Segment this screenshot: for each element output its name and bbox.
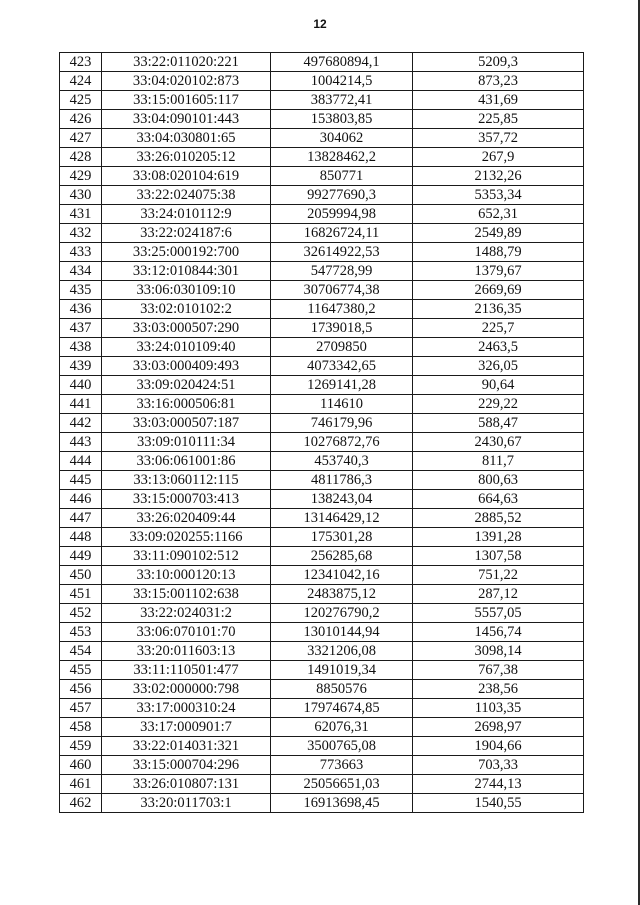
cadastral-number-cell: 33:26:010807:131 <box>102 775 271 794</box>
row-number-cell: 462 <box>60 794 102 813</box>
row-number-cell: 445 <box>60 471 102 490</box>
amount-cell: 229,22 <box>413 395 584 414</box>
table-row <box>60 224 584 243</box>
table-row <box>60 433 584 452</box>
table-row <box>60 167 584 186</box>
table-row <box>60 547 584 566</box>
cadastral-value-cell: 153803,85 <box>271 110 413 129</box>
cadastral-number-cell: 33:09:020424:51 <box>102 376 271 395</box>
row-number-cell: 449 <box>60 547 102 566</box>
row-number-cell: 430 <box>60 186 102 205</box>
row-number-cell: 433 <box>60 243 102 262</box>
cadastral-value-cell: 17974674,85 <box>271 699 413 718</box>
cadastral-value-cell: 850771 <box>271 167 413 186</box>
table-row <box>60 471 584 490</box>
cadastral-number-cell: 33:22:024075:38 <box>102 186 271 205</box>
cadastral-number-cell: 33:02:000000:798 <box>102 680 271 699</box>
amount-cell: 2430,67 <box>413 433 584 452</box>
row-number-cell: 428 <box>60 148 102 167</box>
cadastral-number-cell: 33:22:024031:2 <box>102 604 271 623</box>
cadastral-value-cell: 547728,99 <box>271 262 413 281</box>
amount-cell: 238,56 <box>413 680 584 699</box>
table-row <box>60 623 584 642</box>
row-number-cell: 457 <box>60 699 102 718</box>
amount-cell: 800,63 <box>413 471 584 490</box>
amount-cell: 1103,35 <box>413 699 584 718</box>
amount-cell: 2132,26 <box>413 167 584 186</box>
cadastral-value-cell: 62076,31 <box>271 718 413 737</box>
amount-cell: 1456,74 <box>413 623 584 642</box>
cadastral-value-cell: 32614922,53 <box>271 243 413 262</box>
row-number-cell: 439 <box>60 357 102 376</box>
table-row <box>60 129 584 148</box>
amount-cell: 2744,13 <box>413 775 584 794</box>
table-row <box>60 490 584 509</box>
table-row <box>60 91 584 110</box>
cadastral-number-cell: 33:15:000703:413 <box>102 490 271 509</box>
amount-cell: 267,9 <box>413 148 584 167</box>
cadastral-value-cell: 30706774,38 <box>271 281 413 300</box>
cadastral-number-cell: 33:10:000120:13 <box>102 566 271 585</box>
cadastral-value-cell: 13828462,2 <box>271 148 413 167</box>
amount-cell: 873,23 <box>413 72 584 91</box>
cadastral-number-cell: 33:11:090102:512 <box>102 547 271 566</box>
amount-cell: 1540,55 <box>413 794 584 813</box>
table-row <box>60 110 584 129</box>
table-row <box>60 243 584 262</box>
row-number-cell: 453 <box>60 623 102 642</box>
cadastral-value-cell: 2059994,98 <box>271 205 413 224</box>
table-row <box>60 281 584 300</box>
cadastral-value-cell: 304062 <box>271 129 413 148</box>
table-row <box>60 300 584 319</box>
cadastral-number-cell: 33:04:020102:873 <box>102 72 271 91</box>
table-row <box>60 395 584 414</box>
cadastral-number-cell: 33:25:000192:700 <box>102 243 271 262</box>
cadastral-value-cell: 99277690,3 <box>271 186 413 205</box>
cadastral-value-cell: 4073342,65 <box>271 357 413 376</box>
row-number-cell: 423 <box>60 53 102 72</box>
cadastral-value-cell: 1004214,5 <box>271 72 413 91</box>
amount-cell: 664,63 <box>413 490 584 509</box>
amount-cell: 811,7 <box>413 452 584 471</box>
table-row <box>60 699 584 718</box>
row-number-cell: 459 <box>60 737 102 756</box>
row-number-cell: 461 <box>60 775 102 794</box>
row-number-cell: 432 <box>60 224 102 243</box>
table-row <box>60 585 584 604</box>
row-number-cell: 455 <box>60 661 102 680</box>
cadastral-value-cell: 2483875,12 <box>271 585 413 604</box>
row-number-cell: 448 <box>60 528 102 547</box>
cadastral-value-cell: 175301,28 <box>271 528 413 547</box>
amount-cell: 5209,3 <box>413 53 584 72</box>
cadastral-number-cell: 33:12:010844:301 <box>102 262 271 281</box>
cadastral-value-cell: 497680894,1 <box>271 53 413 72</box>
amount-cell: 2136,35 <box>413 300 584 319</box>
row-number-cell: 460 <box>60 756 102 775</box>
cadastral-number-cell: 33:03:000507:290 <box>102 319 271 338</box>
row-number-cell: 444 <box>60 452 102 471</box>
row-number-cell: 427 <box>60 129 102 148</box>
table-row <box>60 794 584 813</box>
cadastral-number-cell: 33:24:010112:9 <box>102 205 271 224</box>
cadastral-value-cell: 10276872,76 <box>271 433 413 452</box>
table-row <box>60 718 584 737</box>
cadastral-value-cell: 16826724,11 <box>271 224 413 243</box>
amount-cell: 588,47 <box>413 414 584 433</box>
cadastral-value-cell: 1491019,34 <box>271 661 413 680</box>
table-row <box>60 72 584 91</box>
amount-cell: 703,33 <box>413 756 584 775</box>
row-number-cell: 426 <box>60 110 102 129</box>
table-row <box>60 604 584 623</box>
cadastral-value-cell: 13010144,94 <box>271 623 413 642</box>
amount-cell: 225,7 <box>413 319 584 338</box>
cadastral-number-cell: 33:09:020255:1166 <box>102 528 271 547</box>
amount-cell: 225,85 <box>413 110 584 129</box>
table-row <box>60 452 584 471</box>
row-number-cell: 425 <box>60 91 102 110</box>
row-number-cell: 424 <box>60 72 102 91</box>
registry-table <box>59 52 584 813</box>
table-row <box>60 680 584 699</box>
table-row <box>60 756 584 775</box>
page-number: 12 <box>313 17 327 31</box>
row-number-cell: 446 <box>60 490 102 509</box>
table-row <box>60 414 584 433</box>
cadastral-number-cell: 33:04:090101:443 <box>102 110 271 129</box>
cadastral-number-cell: 33:26:010205:12 <box>102 148 271 167</box>
row-number-cell: 454 <box>60 642 102 661</box>
cadastral-number-cell: 33:11:110501:477 <box>102 661 271 680</box>
amount-cell: 357,72 <box>413 129 584 148</box>
cadastral-value-cell: 256285,68 <box>271 547 413 566</box>
amount-cell: 2549,89 <box>413 224 584 243</box>
cadastral-value-cell: 11647380,2 <box>271 300 413 319</box>
cadastral-value-cell: 114610 <box>271 395 413 414</box>
cadastral-number-cell: 33:20:011703:1 <box>102 794 271 813</box>
amount-cell: 5557,05 <box>413 604 584 623</box>
amount-cell: 431,69 <box>413 91 584 110</box>
amount-cell: 2463,5 <box>413 338 584 357</box>
amount-cell: 2698,97 <box>413 718 584 737</box>
cadastral-number-cell: 33:06:070101:70 <box>102 623 271 642</box>
cadastral-value-cell: 453740,3 <box>271 452 413 471</box>
table-row <box>60 186 584 205</box>
cadastral-number-cell: 33:22:011020:221 <box>102 53 271 72</box>
table-row <box>60 319 584 338</box>
table-row <box>60 737 584 756</box>
cadastral-value-cell: 1269141,28 <box>271 376 413 395</box>
cadastral-number-cell: 33:20:011603:13 <box>102 642 271 661</box>
cadastral-number-cell: 33:03:000409:493 <box>102 357 271 376</box>
cadastral-value-cell: 1739018,5 <box>271 319 413 338</box>
amount-cell: 3098,14 <box>413 642 584 661</box>
cadastral-value-cell: 773663 <box>271 756 413 775</box>
table-row <box>60 775 584 794</box>
row-number-cell: 431 <box>60 205 102 224</box>
cadastral-value-cell: 2709850 <box>271 338 413 357</box>
row-number-cell: 435 <box>60 281 102 300</box>
cadastral-number-cell: 33:22:024187:6 <box>102 224 271 243</box>
row-number-cell: 452 <box>60 604 102 623</box>
table-row <box>60 528 584 547</box>
cadastral-value-cell: 13146429,12 <box>271 509 413 528</box>
table-row <box>60 357 584 376</box>
table-row <box>60 566 584 585</box>
table-row <box>60 53 584 72</box>
table-row <box>60 205 584 224</box>
row-number-cell: 437 <box>60 319 102 338</box>
amount-cell: 2885,52 <box>413 509 584 528</box>
row-number-cell: 447 <box>60 509 102 528</box>
cadastral-value-cell: 4811786,3 <box>271 471 413 490</box>
cadastral-value-cell: 8850576 <box>271 680 413 699</box>
row-number-cell: 436 <box>60 300 102 319</box>
table-row <box>60 148 584 167</box>
cadastral-number-cell: 33:04:030801:65 <box>102 129 271 148</box>
cadastral-number-cell: 33:17:000310:24 <box>102 699 271 718</box>
row-number-cell: 451 <box>60 585 102 604</box>
table-row <box>60 661 584 680</box>
cadastral-value-cell: 120276790,2 <box>271 604 413 623</box>
amount-cell: 652,31 <box>413 205 584 224</box>
amount-cell: 1379,67 <box>413 262 584 281</box>
cadastral-number-cell: 33:06:061001:86 <box>102 452 271 471</box>
row-number-cell: 450 <box>60 566 102 585</box>
amount-cell: 1904,66 <box>413 737 584 756</box>
cadastral-value-cell: 138243,04 <box>271 490 413 509</box>
cadastral-value-cell: 16913698,45 <box>271 794 413 813</box>
row-number-cell: 434 <box>60 262 102 281</box>
table-row <box>60 642 584 661</box>
row-number-cell: 458 <box>60 718 102 737</box>
cadastral-number-cell: 33:15:001605:117 <box>102 91 271 110</box>
cadastral-number-cell: 33:22:014031:321 <box>102 737 271 756</box>
amount-cell: 287,12 <box>413 585 584 604</box>
amount-cell: 767,38 <box>413 661 584 680</box>
table-row <box>60 376 584 395</box>
cadastral-value-cell: 383772,41 <box>271 91 413 110</box>
cadastral-number-cell: 33:26:020409:44 <box>102 509 271 528</box>
table-row <box>60 509 584 528</box>
amount-cell: 5353,34 <box>413 186 584 205</box>
cadastral-number-cell: 33:06:030109:10 <box>102 281 271 300</box>
table-row <box>60 262 584 281</box>
row-number-cell: 438 <box>60 338 102 357</box>
row-number-cell: 440 <box>60 376 102 395</box>
cadastral-number-cell: 33:09:010111:34 <box>102 433 271 452</box>
cadastral-value-cell: 25056651,03 <box>271 775 413 794</box>
cadastral-number-cell: 33:15:001102:638 <box>102 585 271 604</box>
cadastral-value-cell: 12341042,16 <box>271 566 413 585</box>
registry-table-body <box>60 53 584 813</box>
cadastral-value-cell: 746179,96 <box>271 414 413 433</box>
cadastral-number-cell: 33:02:010102:2 <box>102 300 271 319</box>
amount-cell: 1488,79 <box>413 243 584 262</box>
amount-cell: 751,22 <box>413 566 584 585</box>
row-number-cell: 441 <box>60 395 102 414</box>
amount-cell: 2669,69 <box>413 281 584 300</box>
cadastral-number-cell: 33:16:000506:81 <box>102 395 271 414</box>
amount-cell: 1307,58 <box>413 547 584 566</box>
row-number-cell: 456 <box>60 680 102 699</box>
cadastral-number-cell: 33:13:060112:115 <box>102 471 271 490</box>
cadastral-number-cell: 33:17:000901:7 <box>102 718 271 737</box>
cadastral-value-cell: 3500765,08 <box>271 737 413 756</box>
row-number-cell: 443 <box>60 433 102 452</box>
cadastral-number-cell: 33:03:000507:187 <box>102 414 271 433</box>
row-number-cell: 442 <box>60 414 102 433</box>
cadastral-value-cell: 3321206,08 <box>271 642 413 661</box>
cadastral-number-cell: 33:15:000704:296 <box>102 756 271 775</box>
row-number-cell: 429 <box>60 167 102 186</box>
amount-cell: 326,05 <box>413 357 584 376</box>
table-row <box>60 338 584 357</box>
cadastral-number-cell: 33:24:010109:40 <box>102 338 271 357</box>
amount-cell: 90,64 <box>413 376 584 395</box>
amount-cell: 1391,28 <box>413 528 584 547</box>
cadastral-number-cell: 33:08:020104:619 <box>102 167 271 186</box>
